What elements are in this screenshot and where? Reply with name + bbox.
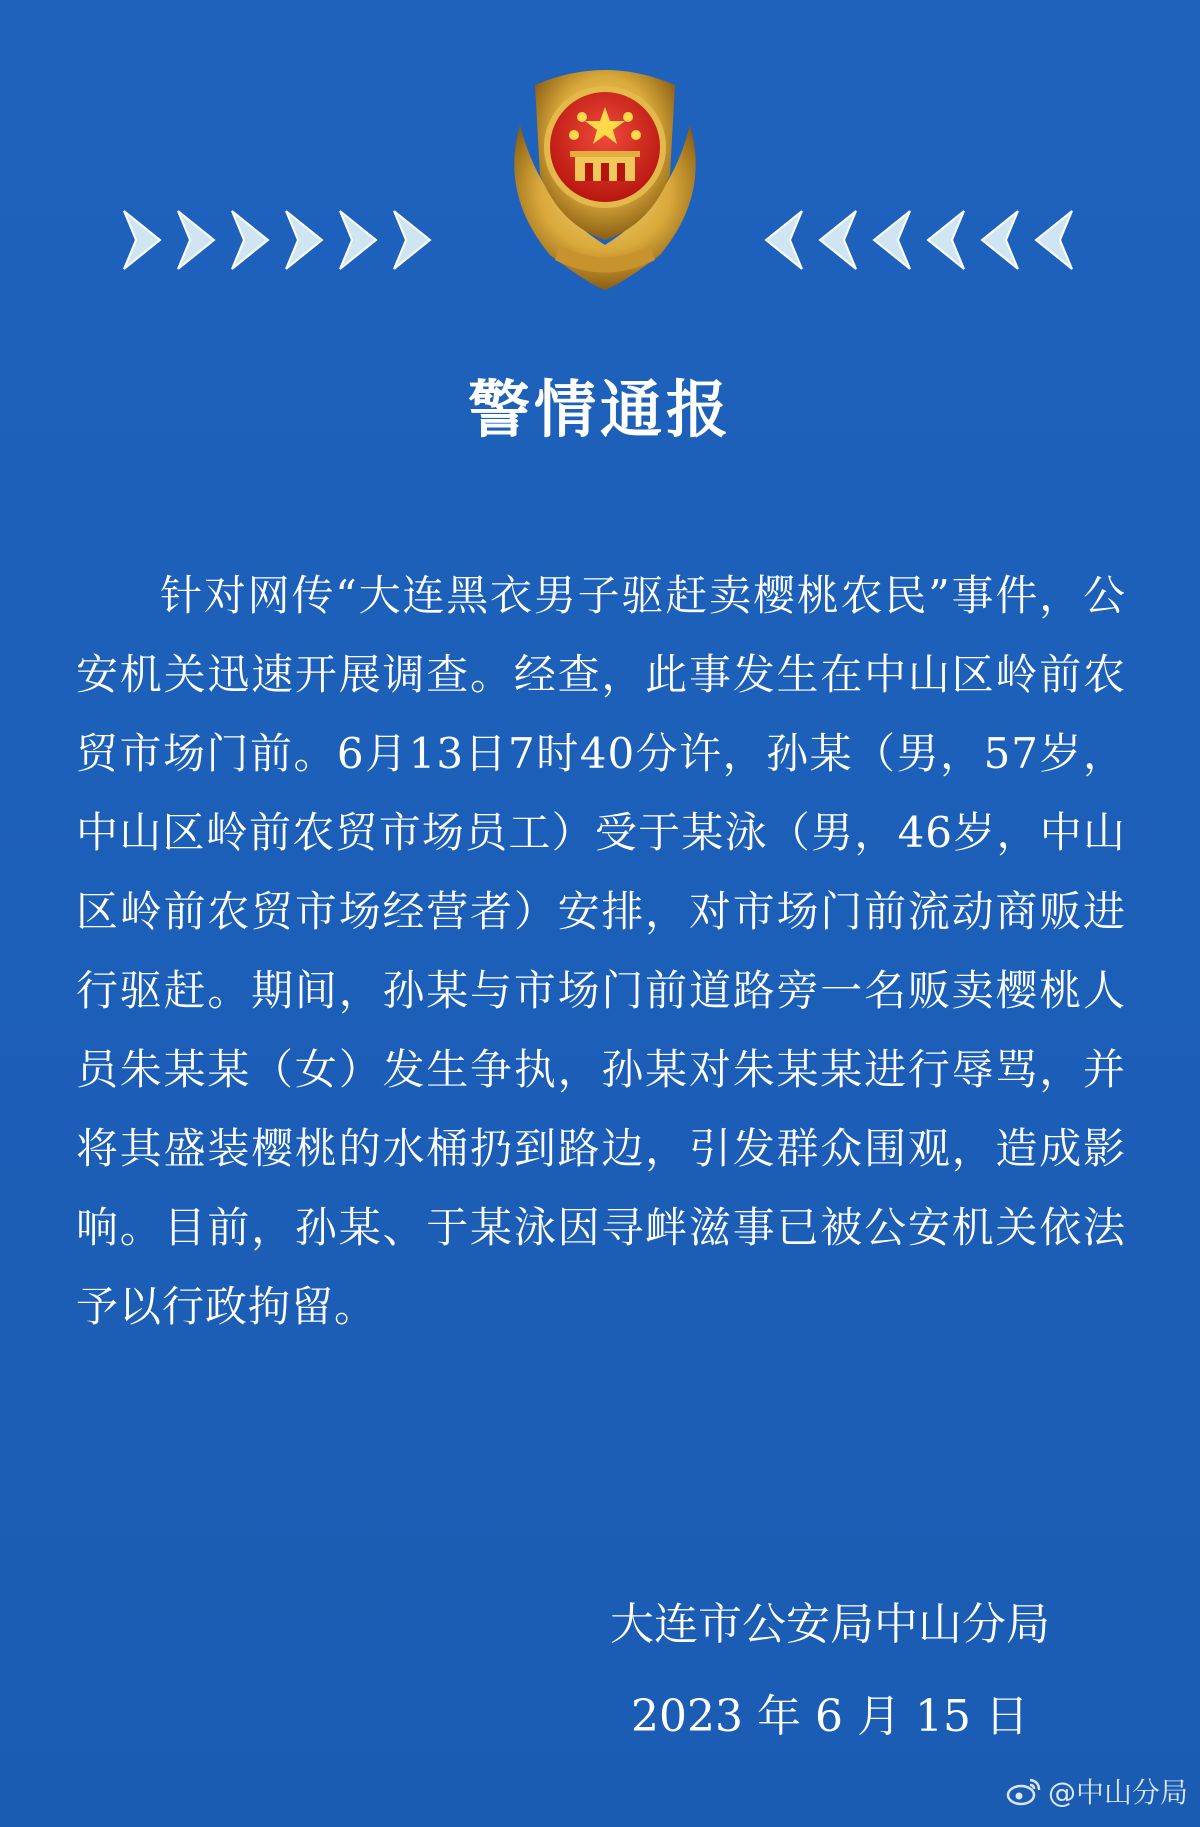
weibo-icon bbox=[1006, 1776, 1042, 1806]
chevron-icon bbox=[120, 207, 164, 273]
chevron-icon bbox=[816, 207, 860, 273]
chevron-icon bbox=[390, 207, 434, 273]
issue-date: 2023 年 6 月 15 日 bbox=[631, 1691, 1029, 1742]
chevron-icon bbox=[1032, 207, 1076, 273]
body-paragraph: 针对网传“大连黑衣男子驱赶卖樱桃农民”事件，公安机关迅速开展调查。经查，此事发生在中山区岭前农贸市场门前。6月13日7时40分许，孙某（男，57岁，中山区岭前农贸市场员工）受于某泳（男，46岁，中山区岭前农贸市场经营者）安排，对市场门前流动商贩进行驱赶。期间，孙某与市场门前道路旁一名贩卖樱桃人员朱某某（女）发生争执，孙某对朱某某进行辱骂，并将其盛装樱桃的水桶扔到路边，引发群众围观，造成影响。目前，孙某、于某泳因寻衅滋事已被公安机关依法予以行政拘留。 bbox=[76, 571, 1126, 1331]
chevron-icon bbox=[924, 207, 968, 273]
chevron-icon bbox=[336, 207, 380, 273]
police-emblem-icon bbox=[490, 55, 720, 295]
chevron-icon bbox=[174, 207, 218, 273]
chevron-icon bbox=[282, 207, 326, 273]
right-chevrons bbox=[762, 207, 1076, 273]
chevron-icon bbox=[870, 207, 914, 273]
notice-body bbox=[76, 556, 1126, 1346]
weibo-watermark bbox=[1006, 1771, 1188, 1811]
page-title: 警情通报 bbox=[467, 373, 732, 446]
watermark-text: @中山分局 bbox=[1047, 1776, 1188, 1809]
left-chevrons bbox=[120, 207, 434, 273]
chevron-icon bbox=[762, 207, 806, 273]
chevron-icon bbox=[978, 207, 1022, 273]
chevron-icon bbox=[228, 207, 272, 273]
emblem-row bbox=[0, 55, 1200, 295]
issuer-signature: 大连市公安局中山分局 bbox=[610, 1599, 1050, 1650]
